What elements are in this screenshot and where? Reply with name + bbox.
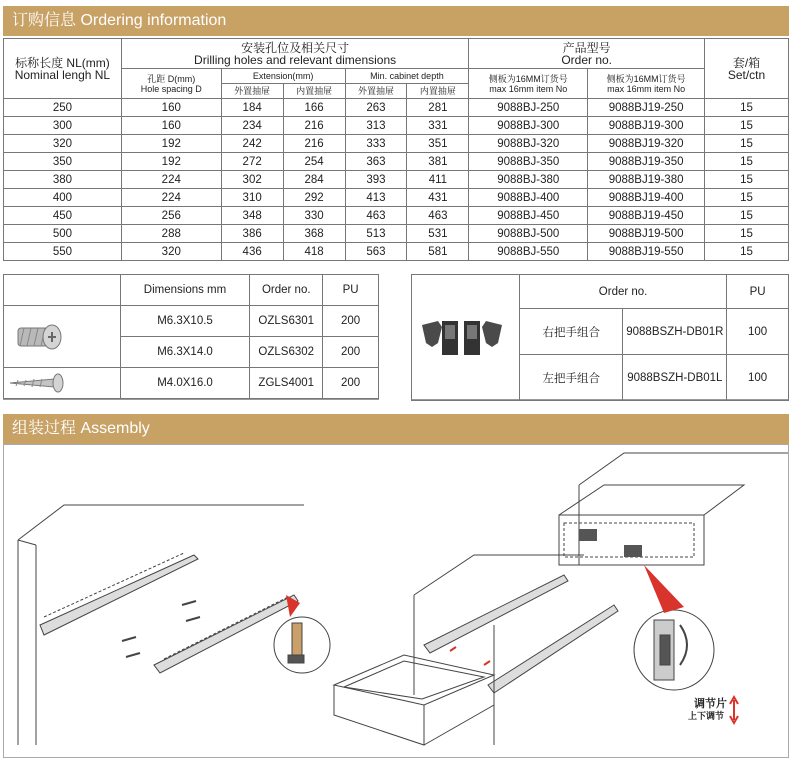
table-cell-no2: 9088BJ19-300 bbox=[588, 117, 705, 135]
table-cell-no1: 9088BJ-350 bbox=[469, 153, 588, 171]
table-cell-ext_in: 284 bbox=[283, 171, 345, 189]
table-cell-cab_out: 413 bbox=[345, 189, 407, 207]
table-cell-ext_in: 216 bbox=[283, 135, 345, 153]
table-cell-no2: 9088BJ19-320 bbox=[588, 135, 705, 153]
table-cell-ext_out: 272 bbox=[221, 153, 283, 171]
table-cell-nl: 500 bbox=[4, 225, 122, 243]
handle-pu-right: 100 bbox=[727, 309, 789, 355]
handles-col-order: Order no. bbox=[519, 275, 726, 309]
table-cell-cab_in: 431 bbox=[407, 189, 469, 207]
table-cell-cab_in: 281 bbox=[407, 99, 469, 117]
header-cab-inner: 内置抽屉 bbox=[407, 84, 469, 99]
table-cell-no2: 9088BJ19-250 bbox=[588, 99, 705, 117]
table-cell-nl: 450 bbox=[4, 207, 122, 225]
table-cell-d: 224 bbox=[121, 171, 221, 189]
assembly-panel bbox=[3, 444, 789, 758]
table-cell-cab_in: 331 bbox=[407, 117, 469, 135]
header-drilling: 安装孔位及相关尺寸 Drilling holes and relevant dimensions bbox=[121, 39, 469, 69]
table-cell-nl: 250 bbox=[4, 99, 122, 117]
header-side-a: 侧板为16MM订货号 max 16mm item No bbox=[469, 69, 588, 99]
handles-table bbox=[411, 274, 789, 401]
table-cell-cab_out: 363 bbox=[345, 153, 407, 171]
table-cell-nl: 350 bbox=[4, 153, 122, 171]
table-cell-cab_in: 581 bbox=[407, 243, 469, 261]
handles-col-pu: PU bbox=[727, 275, 789, 309]
wood-screw-icon bbox=[4, 371, 74, 395]
table-cell-no2: 9088BJ19-350 bbox=[588, 153, 705, 171]
table-cell-set: 15 bbox=[705, 189, 789, 207]
table-row bbox=[4, 117, 789, 135]
table-cell-nl: 550 bbox=[4, 243, 122, 261]
table-row bbox=[4, 207, 789, 225]
table-cell-d: 160 bbox=[121, 99, 221, 117]
table-cell-ext_in: 254 bbox=[283, 153, 345, 171]
table-cell-d: 160 bbox=[121, 117, 221, 135]
table-cell-no1: 9088BJ-450 bbox=[469, 207, 588, 225]
screw-euro-image bbox=[4, 306, 121, 368]
table-cell-set: 15 bbox=[705, 243, 789, 261]
table-cell-nl: 300 bbox=[4, 117, 122, 135]
table-cell-cab_out: 263 bbox=[345, 99, 407, 117]
table-cell-cab_in: 351 bbox=[407, 135, 469, 153]
table-cell-cab_in: 381 bbox=[407, 153, 469, 171]
table-cell-cab_out: 333 bbox=[345, 135, 407, 153]
table-cell-ext_out: 242 bbox=[221, 135, 283, 153]
header-nominal-length: 标称长度 NL(mm) Nominal lengh NL bbox=[4, 39, 122, 99]
table-cell-cab_in: 463 bbox=[407, 207, 469, 225]
screw-pu-3: 200 bbox=[323, 368, 379, 399]
handle-order-left: 9088BSZH-DB01L bbox=[623, 355, 727, 401]
assembly-illustration bbox=[4, 445, 788, 757]
table-cell-no1: 9088BJ-250 bbox=[469, 99, 588, 117]
header-cab-outer: 外置抽屉 bbox=[345, 84, 407, 99]
table-cell-no2: 9088BJ19-380 bbox=[588, 171, 705, 189]
table-cell-d: 224 bbox=[121, 189, 221, 207]
table-cell-cab_in: 411 bbox=[407, 171, 469, 189]
table-cell-ext_out: 386 bbox=[221, 225, 283, 243]
screws-col-pu: PU bbox=[323, 275, 379, 306]
screw-dim-1: M6.3X10.5 bbox=[120, 306, 250, 337]
handle-pu-left: 100 bbox=[727, 355, 789, 401]
table-cell-set: 15 bbox=[705, 225, 789, 243]
header-min-cabinet: Min. cabinet depth bbox=[345, 69, 469, 84]
table-cell-ext_out: 348 bbox=[221, 207, 283, 225]
header-ext-outer: 外置抽屉 bbox=[221, 84, 283, 99]
table-cell-set: 15 bbox=[705, 153, 789, 171]
screws-table bbox=[3, 274, 379, 399]
screws-col-dimensions: Dimensions mm bbox=[120, 275, 250, 306]
screw-order-3: ZGLS4001 bbox=[250, 368, 323, 399]
header-side-b: 侧板为16MM订货号 max 16mm item No bbox=[588, 69, 705, 99]
table-cell-no1: 9088BJ-550 bbox=[469, 243, 588, 261]
header-order-no: 产品型号 Order no. bbox=[469, 39, 705, 69]
table-cell-d: 192 bbox=[121, 135, 221, 153]
table-cell-set: 15 bbox=[705, 171, 789, 189]
adjust-plate-label: 调节片 bbox=[694, 698, 727, 710]
screw-order-2: OZLS6302 bbox=[250, 337, 323, 368]
table-cell-ext_in: 418 bbox=[283, 243, 345, 261]
euro-screw-icon bbox=[4, 312, 64, 362]
table-cell-ext_out: 302 bbox=[221, 171, 283, 189]
screw-wood-image bbox=[4, 368, 121, 399]
table-cell-no1: 9088BJ-380 bbox=[469, 171, 588, 189]
table-cell-cab_out: 313 bbox=[345, 117, 407, 135]
table-row bbox=[4, 135, 789, 153]
table-cell-no2: 9088BJ19-500 bbox=[588, 225, 705, 243]
table-cell-nl: 400 bbox=[4, 189, 122, 207]
table-cell-nl: 320 bbox=[4, 135, 122, 153]
table-row bbox=[4, 189, 789, 207]
up-down-adjust-label: 上下调节 bbox=[688, 711, 725, 721]
table-cell-ext_in: 216 bbox=[283, 117, 345, 135]
table-cell-no1: 9088BJ-300 bbox=[469, 117, 588, 135]
screws-panel bbox=[3, 274, 379, 400]
table-row bbox=[4, 243, 789, 261]
table-cell-ext_in: 292 bbox=[283, 189, 345, 207]
table-cell-ext_out: 310 bbox=[221, 189, 283, 207]
table-cell-ext_in: 368 bbox=[283, 225, 345, 243]
header-hole-spacing: 孔距 D(mm) Hole spacing D bbox=[121, 69, 221, 99]
table-cell-set: 15 bbox=[705, 117, 789, 135]
table-cell-cab_in: 531 bbox=[407, 225, 469, 243]
ordering-table bbox=[3, 38, 789, 261]
table-cell-cab_out: 463 bbox=[345, 207, 407, 225]
ordering-section-title: 订购信息 Ordering information bbox=[3, 6, 789, 36]
table-cell-ext_out: 234 bbox=[221, 117, 283, 135]
handle-image-cell bbox=[412, 275, 520, 401]
handle-name-left: 左把手组合 bbox=[519, 355, 623, 401]
table-cell-d: 256 bbox=[121, 207, 221, 225]
table-row bbox=[4, 153, 789, 171]
table-cell-cab_out: 513 bbox=[345, 225, 407, 243]
screw-dim-2: M6.3X14.0 bbox=[120, 337, 250, 368]
table-cell-ext_in: 166 bbox=[283, 99, 345, 117]
table-cell-ext_out: 436 bbox=[221, 243, 283, 261]
table-cell-no1: 9088BJ-320 bbox=[469, 135, 588, 153]
handle-order-right: 9088BSZH-DB01R bbox=[623, 309, 727, 355]
table-cell-set: 15 bbox=[705, 99, 789, 117]
header-extension: Extension(mm) bbox=[221, 69, 345, 84]
table-row bbox=[4, 171, 789, 189]
header-ext-inner: 内置抽屉 bbox=[283, 84, 345, 99]
table-cell-ext_in: 330 bbox=[283, 207, 345, 225]
screw-dim-3: M4.0X16.0 bbox=[120, 368, 250, 399]
header-set-ctn: 套/箱 Set/ctn bbox=[705, 39, 789, 99]
table-cell-set: 15 bbox=[705, 207, 789, 225]
table-cell-no2: 9088BJ19-400 bbox=[588, 189, 705, 207]
table-cell-set: 15 bbox=[705, 135, 789, 153]
table-cell-d: 192 bbox=[121, 153, 221, 171]
screws-col-order: Order no. bbox=[250, 275, 323, 306]
table-cell-d: 288 bbox=[121, 225, 221, 243]
table-row bbox=[4, 225, 789, 243]
table-cell-no1: 9088BJ-400 bbox=[469, 189, 588, 207]
table-cell-no2: 9088BJ19-450 bbox=[588, 207, 705, 225]
table-cell-nl: 380 bbox=[4, 171, 122, 189]
screw-image-cell bbox=[4, 275, 121, 306]
table-cell-ext_out: 184 bbox=[221, 99, 283, 117]
table-cell-no1: 9088BJ-500 bbox=[469, 225, 588, 243]
table-cell-cab_out: 393 bbox=[345, 171, 407, 189]
screw-order-1: OZLS6301 bbox=[250, 306, 323, 337]
screw-pu-1: 200 bbox=[323, 306, 379, 337]
table-cell-no2: 9088BJ19-550 bbox=[588, 243, 705, 261]
table-cell-d: 320 bbox=[121, 243, 221, 261]
handle-lock-icon bbox=[412, 303, 512, 373]
screw-pu-2: 200 bbox=[323, 337, 379, 368]
handles-panel bbox=[411, 274, 789, 400]
table-row bbox=[4, 99, 789, 117]
table-cell-cab_out: 563 bbox=[345, 243, 407, 261]
assembly-section-title: 组装过程 Assembly bbox=[3, 414, 789, 444]
handle-name-right: 右把手组合 bbox=[519, 309, 623, 355]
